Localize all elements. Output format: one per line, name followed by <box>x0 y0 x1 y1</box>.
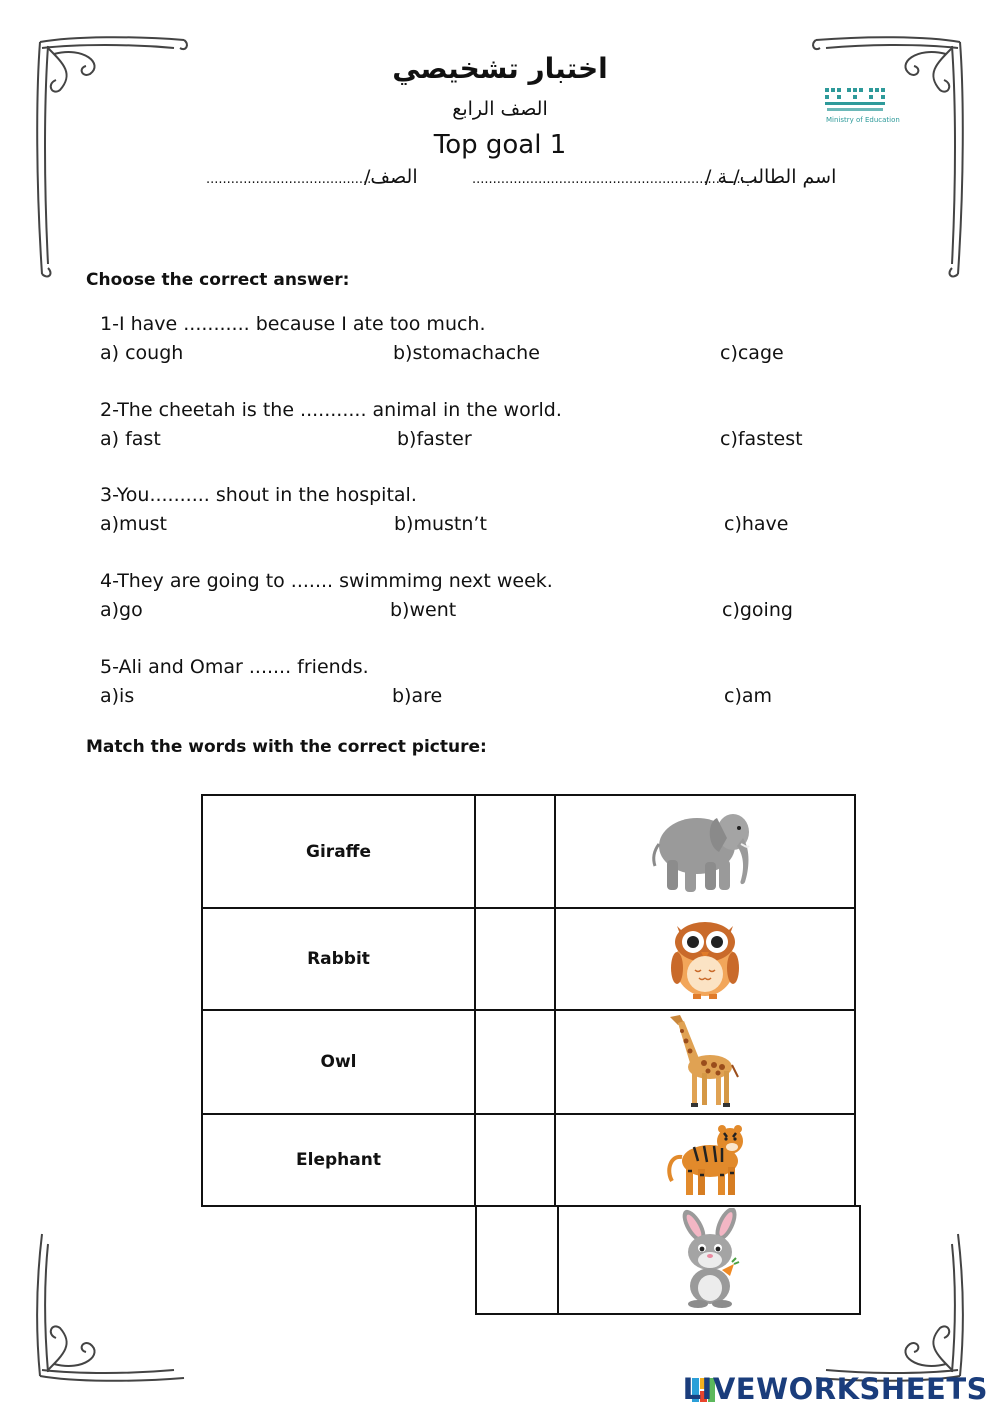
q4-option-b[interactable]: b)went <box>390 599 457 621</box>
q2-option-c[interactable]: c)fastest <box>720 428 803 450</box>
q2-option-b[interactable]: b)faster <box>397 428 472 450</box>
corner-ornament-bottom-left <box>34 1224 194 1384</box>
liveworksheets-brand: LIVEWORKSHEETS <box>682 1372 988 1406</box>
section1-instruction: Choose the correct answer: <box>86 270 350 290</box>
picture-cell-1 <box>555 795 855 908</box>
rabbit-picture <box>664 1208 754 1308</box>
page-title: اختبار تشخيصي <box>392 52 608 85</box>
word-rabbit[interactable]: Rabbit <box>202 908 475 1010</box>
match-table <box>201 794 856 1207</box>
q3-option-a[interactable]: a)must <box>100 513 167 535</box>
picture-cell-4 <box>555 1114 855 1206</box>
question-4: 4-They are going to ....... swimmimg next week. <box>100 570 553 592</box>
word-elephant[interactable]: Elephant <box>202 1114 475 1206</box>
student-name-label: اسم الطالب/ـة / <box>705 166 837 188</box>
question-1: 1-I have ........... because I ate too much. <box>100 313 486 335</box>
answer-box-5[interactable] <box>476 1206 558 1314</box>
word-giraffe[interactable]: Giraffe <box>202 795 475 908</box>
q4-option-a[interactable]: a)go <box>100 599 143 621</box>
q1-option-a[interactable]: a) cough <box>100 342 184 364</box>
question-3: 3-You.......... shout in the hospital. <box>100 484 417 506</box>
q5-option-c[interactable]: c)am <box>724 685 773 707</box>
q3-option-b[interactable]: b)mustn’t <box>394 513 487 535</box>
table-row <box>202 1114 855 1206</box>
q3-option-c[interactable]: c)have <box>724 513 789 535</box>
ministry-logo-caption: Ministry of Education <box>826 116 900 124</box>
table-row <box>202 1010 855 1114</box>
table-row <box>202 795 855 908</box>
q5-option-a[interactable]: a)is <box>100 685 135 707</box>
question-5: 5-Ali and Omar ....... friends. <box>100 656 369 678</box>
table-row <box>476 1206 860 1314</box>
class-field[interactable]: ......................................... <box>206 172 376 187</box>
course-title: Top goal 1 <box>433 130 567 160</box>
picture-cell-5 <box>558 1206 860 1314</box>
class-label: الصف/ <box>364 166 418 188</box>
picture-cell-2 <box>555 908 855 1010</box>
answer-box-2[interactable] <box>475 908 555 1010</box>
table-row <box>202 908 855 1010</box>
tiger-picture <box>660 1115 750 1201</box>
q5-option-b[interactable]: b)are <box>392 685 443 707</box>
giraffe-picture <box>660 1011 750 1109</box>
extra-picture-table <box>475 1205 861 1315</box>
grade-label: الصف الرابع <box>452 98 548 120</box>
q1-option-b[interactable]: b)stomachache <box>393 342 540 364</box>
owl-picture <box>665 912 745 1002</box>
q4-option-c[interactable]: c)going <box>722 599 793 621</box>
picture-cell-3 <box>555 1010 855 1114</box>
student-name-field[interactable]: ...................................................................... <box>472 172 762 187</box>
answer-box-3[interactable] <box>475 1010 555 1114</box>
q1-option-c[interactable]: c)cage <box>720 342 784 364</box>
q2-option-a[interactable]: a) fast <box>100 428 161 450</box>
answer-box-1[interactable] <box>475 795 555 908</box>
answer-box-4[interactable] <box>475 1114 555 1206</box>
elephant-picture <box>645 800 765 900</box>
section2-instruction: Match the words with the correct picture: <box>86 737 487 757</box>
question-2: 2-The cheetah is the ........... animal in the world. <box>100 399 562 421</box>
word-owl[interactable]: Owl <box>202 1010 475 1114</box>
